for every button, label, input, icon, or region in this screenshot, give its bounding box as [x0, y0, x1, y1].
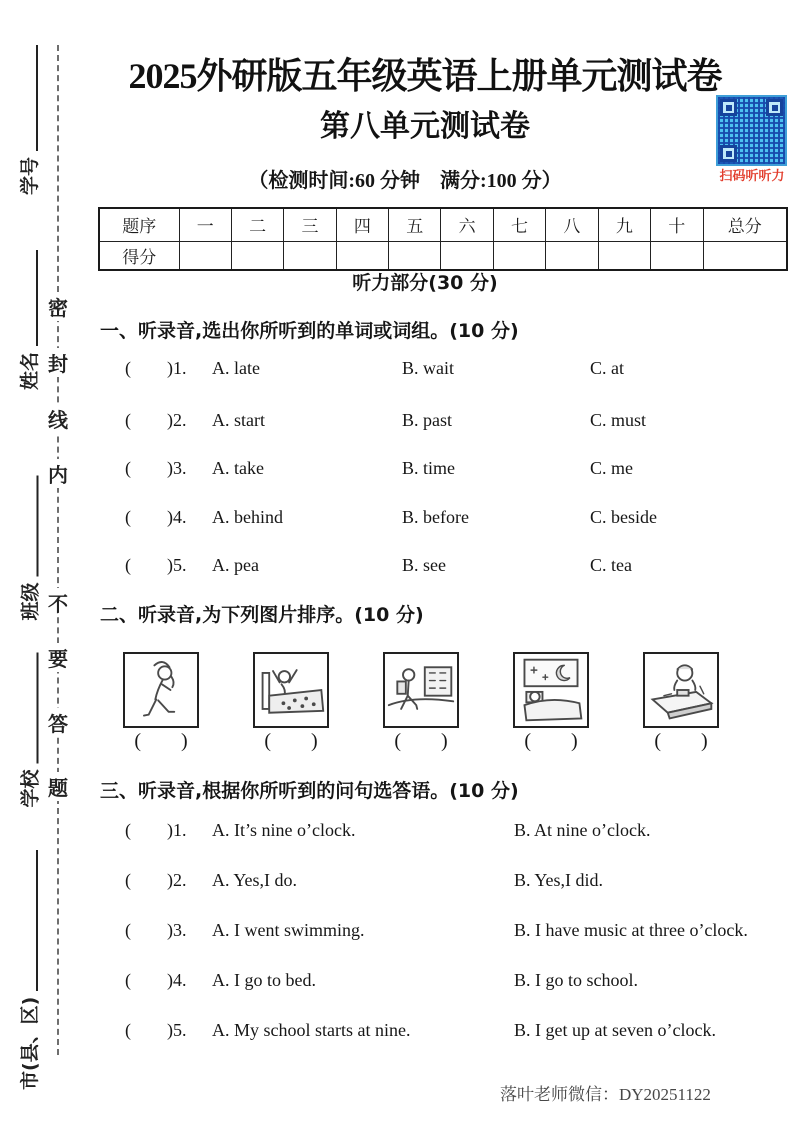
- answer-bracket: ( )4.: [125, 970, 187, 990]
- picture-answer-blank: ( ): [654, 730, 708, 752]
- score-cell: [231, 241, 283, 270]
- seal-char: 内: [45, 459, 71, 488]
- score-cell: [179, 241, 231, 270]
- answer-bracket: ( )4.: [125, 507, 187, 527]
- score-table-header-row: [99, 208, 787, 241]
- option-a: A. It’s nine o’clock.: [212, 820, 356, 840]
- boy-getting-up-icon: [253, 652, 329, 728]
- boy-walking-to-school-icon: [383, 652, 459, 728]
- name-label: 姓名: [19, 351, 41, 390]
- seal-char: 题: [45, 772, 71, 801]
- option-a: A. I went swimming.: [212, 920, 365, 940]
- option-b: B. before: [402, 507, 469, 527]
- option-a: A. late: [212, 358, 260, 378]
- seal-char: 答: [45, 708, 71, 737]
- boy-doing-homework-icon: [643, 652, 719, 728]
- score-cell: [651, 241, 703, 270]
- col-4: 四: [336, 208, 388, 241]
- school-field: [18, 653, 44, 808]
- score-table: [98, 207, 788, 271]
- qr-caption: 扫码听听力: [719, 169, 785, 184]
- score-cell: [493, 241, 545, 270]
- qr-finder-icon: [720, 145, 737, 162]
- teacher-wechat-credit: 落叶老师微信：DY20251122: [500, 1085, 711, 1104]
- col-3: 三: [284, 208, 336, 241]
- option-b: B. I get up at seven o’clock.: [514, 1020, 716, 1040]
- col-7: 七: [493, 208, 545, 241]
- col-10: 十: [651, 208, 703, 241]
- col-5: 五: [389, 208, 441, 241]
- girl-morning-exercise-icon: [123, 652, 199, 728]
- name-field: [17, 250, 43, 390]
- seal-dashed-line: [57, 45, 59, 1055]
- qr-finder-icon: [766, 99, 783, 116]
- option-c: C. me: [590, 458, 633, 478]
- picture-answer-blank: ( ): [394, 730, 448, 752]
- option-a: A. start: [212, 410, 265, 430]
- student-number-field: [17, 45, 43, 195]
- col-1: 一: [179, 208, 231, 241]
- col-2: 二: [231, 208, 283, 241]
- s1-question-5: [100, 555, 790, 579]
- answer-bracket: ( )2.: [125, 410, 187, 430]
- city-district-field: [17, 850, 43, 1090]
- qr-code-icon: [718, 97, 785, 164]
- section1-heading: 一、听录音,选出你所听到的单词或词组。(10 分): [100, 320, 519, 342]
- option-c: C. at: [590, 358, 624, 378]
- col-total: 总分: [703, 208, 787, 241]
- picture-answer-blank: ( ): [264, 730, 318, 752]
- s1-question-1: [100, 358, 790, 382]
- student-number-blank-line: [36, 45, 38, 151]
- option-b: B. I go to school.: [514, 970, 638, 990]
- seal-char: 要: [45, 643, 71, 672]
- answer-bracket: ( )5.: [125, 555, 187, 575]
- class-label: 班级: [19, 582, 42, 621]
- col-9: 九: [598, 208, 650, 241]
- class-blank-line: [37, 476, 39, 577]
- option-a: A. take: [212, 458, 264, 478]
- section3-heading: 三、听录音,根据你所听到的问句选答语。(10 分): [100, 780, 519, 802]
- score-cell: [703, 241, 787, 270]
- s3-question-1: [100, 820, 790, 844]
- school-label: 学校: [19, 769, 42, 808]
- exam-time-score-info: （检测时间:60 分钟 满分:100 分）: [248, 170, 562, 192]
- option-b: B. time: [402, 458, 455, 478]
- option-b: B. At nine o’clock.: [514, 820, 651, 840]
- option-b: B. Yes,I did.: [514, 870, 604, 890]
- score-cell: [284, 241, 336, 270]
- page-title: 2025外研版五年级英语上册单元测试卷: [128, 56, 722, 96]
- qr-finder-icon: [720, 99, 737, 116]
- answer-bracket: ( )3.: [125, 920, 187, 940]
- answer-bracket: ( )3.: [125, 458, 187, 478]
- score-cell: [441, 241, 493, 270]
- score-table-score-row: [99, 241, 787, 270]
- class-field: [18, 476, 44, 621]
- col-8: 八: [546, 208, 598, 241]
- s1-question-3: [100, 458, 790, 482]
- s3-question-5: [100, 1020, 790, 1044]
- score-row-label: 得分: [99, 241, 179, 270]
- score-cell: [389, 241, 441, 270]
- option-a: A. Yes,I do.: [212, 870, 298, 890]
- option-c: C. beside: [590, 507, 657, 527]
- city-district-label: 市(县、区): [19, 996, 41, 1090]
- answer-bracket: ( )1.: [125, 358, 187, 378]
- option-c: C. tea: [590, 555, 632, 575]
- s1-question-2: [100, 410, 790, 434]
- s3-question-2: [100, 870, 790, 894]
- picture-answer-blank: ( ): [134, 730, 188, 752]
- listening-part-title: 听力部分(30 分): [352, 272, 498, 294]
- seal-char: 线: [45, 404, 71, 433]
- score-cell: [546, 241, 598, 270]
- option-b: B. past: [402, 410, 453, 430]
- score-cell: [598, 241, 650, 270]
- s3-question-4: [100, 970, 790, 994]
- picture-answer-blank: ( ): [524, 730, 578, 752]
- section2-heading: 二、听录音,为下列图片排序。(10 分): [100, 604, 424, 626]
- answer-bracket: ( )1.: [125, 820, 187, 840]
- school-blank-line: [37, 653, 39, 764]
- city-district-blank-line: [36, 850, 38, 991]
- option-b: B. wait: [402, 358, 454, 378]
- seal-char: 不: [45, 588, 71, 617]
- page-subtitle: 第八单元测试卷: [320, 110, 530, 143]
- answer-bracket: ( )2.: [125, 870, 187, 890]
- option-a: A. behind: [212, 507, 283, 527]
- name-blank-line: [36, 250, 38, 346]
- child-sleeping-at-night-icon: [513, 652, 589, 728]
- student-number-label: 学号: [19, 156, 41, 195]
- s1-question-4: [100, 507, 790, 531]
- s3-question-3: [100, 920, 790, 944]
- seal-char: 密: [45, 292, 71, 321]
- answer-bracket: ( )5.: [125, 1020, 187, 1040]
- option-a: A. My school starts at nine.: [212, 1020, 411, 1040]
- col-6: 六: [441, 208, 493, 241]
- option-c: C. must: [590, 410, 647, 430]
- seal-char: 封: [45, 348, 71, 377]
- option-a: A. I go to bed.: [212, 970, 316, 990]
- option-b: B. see: [402, 555, 446, 575]
- option-b: B. I have music at three o’clock.: [514, 920, 748, 940]
- score-cell: [336, 241, 388, 270]
- option-a: A. pea: [212, 555, 259, 575]
- score-table-corner: 题序: [99, 208, 179, 241]
